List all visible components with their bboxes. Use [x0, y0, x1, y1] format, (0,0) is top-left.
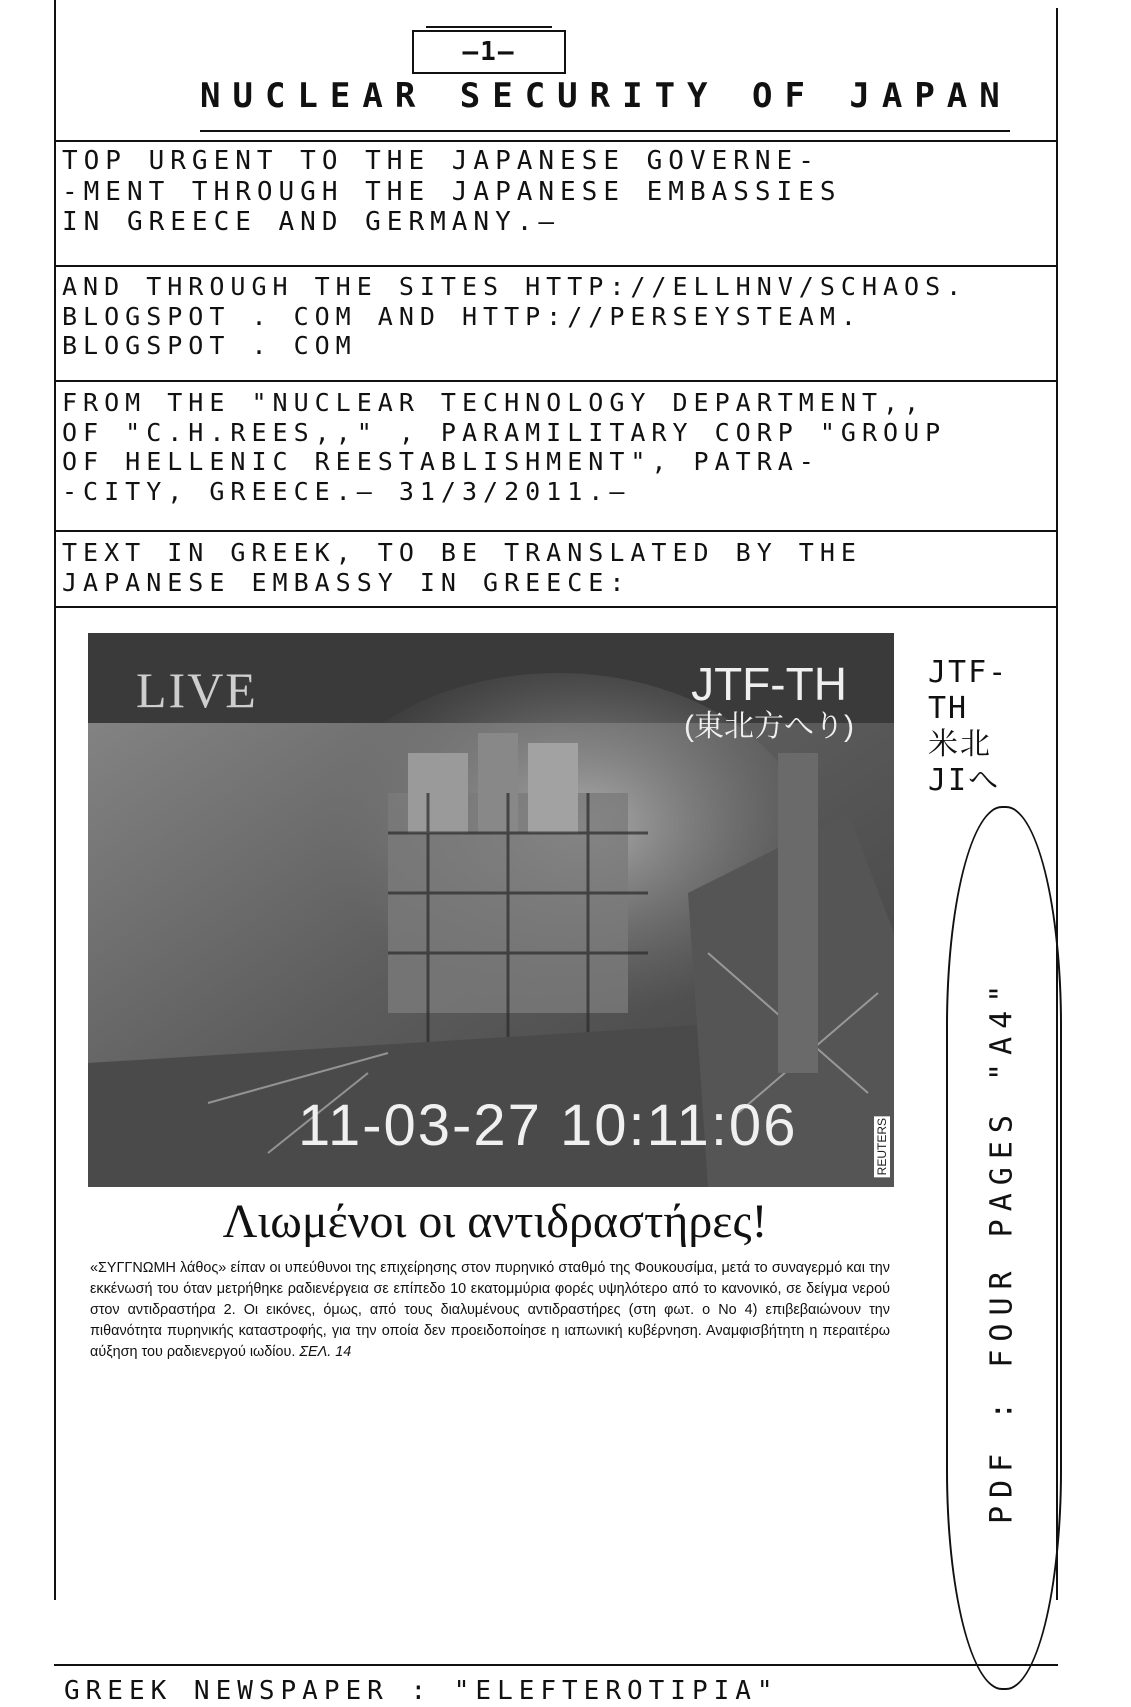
left-margin-line [54, 0, 56, 1600]
channel-sub: (東北方へり) [684, 709, 854, 743]
live-label: LIVE [136, 662, 258, 718]
divider [54, 265, 1058, 267]
divider [54, 606, 1058, 608]
channel-label [684, 659, 854, 743]
channel-name: JTF-TH [691, 658, 847, 710]
article-page-ref: ΣΕΛ. 14 [299, 1344, 352, 1360]
title-underline [200, 130, 1010, 132]
oval-note: PDF : FOUR PAGES "A4" [984, 976, 1020, 1524]
side-note-line1: JTF-TH [928, 655, 1009, 726]
divider [54, 380, 1058, 382]
translate-note: TEXT IN GREEK, TO BE TRANSLATED BY THE JAPANESE EMBASSY IN GREECE: [62, 538, 862, 597]
side-note [928, 655, 1048, 799]
divider [54, 1664, 1058, 1666]
from-block: FROM THE "NUCLEAR TECHNOLOGY DEPARTMENT,, OF "C.H.REES,," , PARAMILITARY CORP "GROUP OF HELLENIC REESTABLISHMENT", PATRA- -CITY, GREECE.— 31/3/2011.— [62, 388, 947, 506]
article-headline: Λιωμένοι οι αντιδραστήρες! [222, 1195, 768, 1248]
photo-credit: REUTERS [875, 1117, 889, 1175]
divider [54, 530, 1058, 532]
page-title: NUCLEAR SECURITY OF JAPAN [200, 76, 1012, 116]
article-body [90, 1258, 890, 1363]
divider [54, 140, 1058, 142]
article-text: «ΣΥΓΓΝΩΜΗ λάθος» είπαν οι υπεύθυνοι της επιχείρησης στον πυρηνικό σταθμό της Φουκουσίμα, μετά το συναγερμό και την εκκένωσή του όταν μετρήθηκε ραδιενέργεια σε επίπεδο 10 εκατομμύρια φορές υψηλότερο από το κανονικό, σε δείγμα νερού στον αντιδραστήρα 2. Οι εικόνες, όμως, από τους διαλυμένους αντιδραστήρες (στη φωτ. ο Νο 4) επιβεβαιώνουν την πιθανότητα πυρηνικής καταστροφής, για την οποία δεν προειδοποίησε η ιαπωνική κυβέρνηση. Αναμφισβήτητη η περαιτέρω αύξηση του ραδιενεργού ιωδίου. [90, 1260, 890, 1360]
newspaper-source: GREEK NEWSPAPER : "ELEFTEROTIPIA" [64, 1676, 779, 1706]
side-note-line2: 米北 JIへ [928, 727, 1001, 798]
video-timestamp: 11-03-27 10:11:06 [298, 1093, 798, 1158]
page-number: —1— [412, 30, 566, 74]
recipient-block: TOP URGENT TO THE JAPANESE GOVERNE- -MENT THROUGH THE JAPANESE EMBASSIES IN GREECE AND GERMANY.— [62, 146, 842, 238]
reactor-photo [88, 633, 894, 1187]
sites-block: AND THROUGH THE SITES HTTP://ELLHNV/SCHAOS. BLOGSPOT . COM AND HTTP://PERSEYSTEAM. BLOGSPOT . COM [62, 272, 968, 360]
